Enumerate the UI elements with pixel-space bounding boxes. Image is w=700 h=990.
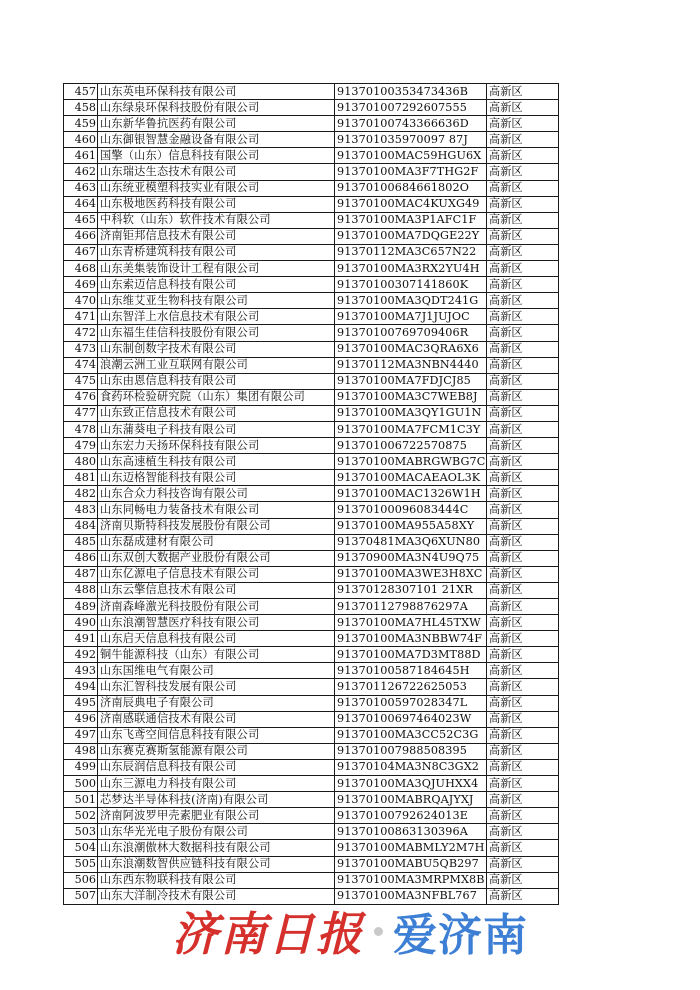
district-cell: 高新区 [487, 582, 559, 598]
district-cell: 高新区 [487, 180, 559, 196]
row-number-cell: 462 [64, 164, 98, 180]
table-row [64, 792, 559, 808]
company-name-cell: 铜牛能源科技（山东）有限公司 [98, 647, 335, 663]
table-row [64, 776, 559, 792]
row-number-cell: 501 [64, 792, 98, 808]
credit-code-cell: 91370100MA3NBBW74F [335, 631, 487, 647]
table-row [64, 244, 559, 260]
credit-code-cell: 91370100MA7FDJCJ85 [335, 373, 487, 389]
district-cell: 高新区 [487, 872, 559, 888]
district-cell: 高新区 [487, 244, 559, 260]
table-row [64, 582, 559, 598]
company-table [63, 83, 559, 905]
company-name-cell: 山东亿源电子信息技术有限公司 [98, 566, 335, 582]
company-name-cell: 山东索迈信息科技有限公司 [98, 277, 335, 293]
credit-code-cell: 91370112MA3C657N22 [335, 244, 487, 260]
table-row [64, 631, 559, 647]
credit-code-cell: 91370100863130396A [335, 824, 487, 840]
table-row [64, 116, 559, 132]
credit-code-cell: 91370100MAC4KUXG49 [335, 196, 487, 212]
row-number-cell: 466 [64, 228, 98, 244]
table-row [64, 132, 559, 148]
company-name-cell: 芯梦达半导体科技(济南)有限公司 [98, 792, 335, 808]
row-number-cell: 489 [64, 599, 98, 615]
row-number-cell: 475 [64, 373, 98, 389]
table-row [64, 212, 559, 228]
credit-code-cell: 91370100MA3C7WEB8J [335, 389, 487, 405]
company-name-cell: 济南贝斯特科技发展股份有限公司 [98, 518, 335, 534]
company-name-cell: 山东青桥建筑科技有限公司 [98, 244, 335, 260]
district-cell: 高新区 [487, 888, 559, 904]
table-row [64, 647, 559, 663]
credit-code-cell: 91370100MA7D3MT88D [335, 647, 487, 663]
row-number-cell: 500 [64, 776, 98, 792]
table-row [64, 534, 559, 550]
table-row [64, 293, 559, 309]
row-number-cell: 460 [64, 132, 98, 148]
row-number-cell: 483 [64, 502, 98, 518]
company-name-cell: 山东宏力天扬环保科技有限公司 [98, 438, 335, 454]
table-row [64, 711, 559, 727]
company-name-cell: 中科软（山东）软件技术有限公司 [98, 212, 335, 228]
row-number-cell: 480 [64, 454, 98, 470]
table-row [64, 341, 559, 357]
company-name-cell: 济南辰典电子有限公司 [98, 695, 335, 711]
company-name-cell: 山东英电环保科技有限公司 [98, 84, 335, 100]
district-cell: 高新区 [487, 631, 559, 647]
row-number-cell: 478 [64, 421, 98, 437]
table-row [64, 405, 559, 421]
table-row [64, 148, 559, 164]
company-name-cell: 山东辰润信息科技有限公司 [98, 759, 335, 775]
company-name-cell: 山东云擎信息技术有限公司 [98, 582, 335, 598]
credit-code-cell: 913701126722625053 [335, 679, 487, 695]
company-name-cell: 山东新华鲁抗医药有限公司 [98, 116, 335, 132]
district-cell: 高新区 [487, 566, 559, 582]
table-row [64, 277, 559, 293]
company-name-cell: 山东智洋上水信息技术有限公司 [98, 309, 335, 325]
credit-code-cell: 91370100792624013E [335, 808, 487, 824]
credit-code-cell: 91370100MAC3QRA6X6 [335, 341, 487, 357]
company-name-cell: 山东蒲葵电子科技有限公司 [98, 421, 335, 437]
district-cell: 高新区 [487, 325, 559, 341]
credit-code-cell: 91370100096083444C [335, 502, 487, 518]
district-cell: 高新区 [487, 711, 559, 727]
row-number-cell: 457 [64, 84, 98, 100]
district-cell: 高新区 [487, 293, 559, 309]
company-name-cell: 山东同畅电力装备技术有限公司 [98, 502, 335, 518]
table-row [64, 663, 559, 679]
row-number-cell: 468 [64, 261, 98, 277]
company-name-cell: 山东浪潮傲林大数据科技有限公司 [98, 840, 335, 856]
district-cell: 高新区 [487, 84, 559, 100]
table-row [64, 727, 559, 743]
table-row [64, 438, 559, 454]
district-cell: 高新区 [487, 534, 559, 550]
company-name-cell: 山东绿泉环保科技股份有限公司 [98, 100, 335, 116]
table-row [64, 373, 559, 389]
district-cell: 高新区 [487, 277, 559, 293]
row-number-cell: 498 [64, 743, 98, 759]
company-name-cell: 山东高速植生科技有限公司 [98, 454, 335, 470]
row-number-cell: 477 [64, 405, 98, 421]
table-row [64, 454, 559, 470]
table-row [64, 566, 559, 582]
district-cell: 高新区 [487, 663, 559, 679]
district-cell: 高新区 [487, 341, 559, 357]
district-cell: 高新区 [487, 759, 559, 775]
company-name-cell: 山东统亚模塑科技实业有限公司 [98, 180, 335, 196]
credit-code-cell: 91370104MA3N8C3GX2 [335, 759, 487, 775]
credit-code-cell: 91370100MACAEAOL3K [335, 470, 487, 486]
company-name-cell: 山东迈格智能科技有限公司 [98, 470, 335, 486]
table-row [64, 164, 559, 180]
company-name-cell: 山东大洋制冷技术有限公司 [98, 888, 335, 904]
district-cell: 高新区 [487, 808, 559, 824]
table-row [64, 196, 559, 212]
district-cell: 高新区 [487, 309, 559, 325]
row-number-cell: 481 [64, 470, 98, 486]
row-number-cell: 493 [64, 663, 98, 679]
company-name-cell: 山东福生佳信科技股份有限公司 [98, 325, 335, 341]
row-number-cell: 472 [64, 325, 98, 341]
district-cell: 高新区 [487, 615, 559, 631]
credit-code-cell: 91370100MAC59HGU6X [335, 148, 487, 164]
district-cell: 高新区 [487, 389, 559, 405]
row-number-cell: 497 [64, 727, 98, 743]
credit-code-cell: 91370100MA955A58XY [335, 518, 487, 534]
district-cell: 高新区 [487, 599, 559, 615]
credit-code-cell: 91370112MA3NBN4440 [335, 357, 487, 373]
district-cell: 高新区 [487, 405, 559, 421]
table-row [64, 421, 559, 437]
district-cell: 高新区 [487, 502, 559, 518]
credit-code-cell: 913701006722570875 [335, 438, 487, 454]
credit-code-cell: 91370100MA3QDT241G [335, 293, 487, 309]
district-cell: 高新区 [487, 824, 559, 840]
row-number-cell: 484 [64, 518, 98, 534]
table-row [64, 389, 559, 405]
company-name-cell: 山东三源电力科技有限公司 [98, 776, 335, 792]
credit-code-cell: 91370100MA3QJUHXX4 [335, 776, 487, 792]
credit-code-cell: 91370100684661802O [335, 180, 487, 196]
company-name-cell: 山东赛克赛斯氢能源有限公司 [98, 743, 335, 759]
table-row [64, 840, 559, 856]
row-number-cell: 479 [64, 438, 98, 454]
watermark-newspaper-logo: 济南日报 [172, 907, 364, 961]
company-name-cell: 浪潮云洲工业互联网有限公司 [98, 357, 335, 373]
company-name-cell: 济南钜邦信息技术有限公司 [98, 228, 335, 244]
row-number-cell: 485 [64, 534, 98, 550]
district-cell: 高新区 [487, 373, 559, 389]
row-number-cell: 482 [64, 486, 98, 502]
company-table-body [64, 84, 559, 905]
district-cell: 高新区 [487, 212, 559, 228]
table-row [64, 100, 559, 116]
row-number-cell: 502 [64, 808, 98, 824]
district-cell: 高新区 [487, 727, 559, 743]
credit-code-cell: 91370100MAC1326W1H [335, 486, 487, 502]
table-row [64, 309, 559, 325]
credit-code-cell: 91370100MA3MRPMX8B [335, 872, 487, 888]
row-number-cell: 495 [64, 695, 98, 711]
company-name-cell: 山东合众力科技咨询有限公司 [98, 486, 335, 502]
credit-code-cell: 91370481MA3Q6XUN80 [335, 534, 487, 550]
table-row [64, 228, 559, 244]
table-row [64, 325, 559, 341]
credit-code-cell: 91370100353473436B [335, 84, 487, 100]
company-name-cell: 济南感联通信技术有限公司 [98, 711, 335, 727]
company-name-cell: 山东致正信息技术有限公司 [98, 405, 335, 421]
district-cell: 高新区 [487, 486, 559, 502]
table-row [64, 743, 559, 759]
row-number-cell: 461 [64, 148, 98, 164]
row-number-cell: 490 [64, 615, 98, 631]
district-cell: 高新区 [487, 743, 559, 759]
district-cell: 高新区 [487, 100, 559, 116]
credit-code-cell: 91370900MA3N4U9Q75 [335, 550, 487, 566]
table-row [64, 486, 559, 502]
district-cell: 高新区 [487, 518, 559, 534]
table-row [64, 180, 559, 196]
credit-code-cell: 91370100MA7J1JUJOC [335, 309, 487, 325]
company-name-cell: 山东维艾亚生物科技有限公司 [98, 293, 335, 309]
district-cell: 高新区 [487, 164, 559, 180]
row-number-cell: 459 [64, 116, 98, 132]
row-number-cell: 496 [64, 711, 98, 727]
row-number-cell: 494 [64, 679, 98, 695]
company-name-cell: 济南森峰激光科技股份有限公司 [98, 599, 335, 615]
credit-code-cell: 91370100MA3RX2YU4H [335, 261, 487, 277]
company-name-cell: 山东国维电气有限公司 [98, 663, 335, 679]
company-name-cell: 山东浪潮智慧医疗科技有限公司 [98, 615, 335, 631]
company-name-cell: 山东双创大数据产业股份有限公司 [98, 550, 335, 566]
row-number-cell: 463 [64, 180, 98, 196]
company-name-cell: 山东华光光电子股份有限公司 [98, 824, 335, 840]
credit-code-cell: 913701007988508395 [335, 743, 487, 759]
row-number-cell: 473 [64, 341, 98, 357]
credit-code-cell: 91370100697464023W [335, 711, 487, 727]
district-cell: 高新区 [487, 132, 559, 148]
credit-code-cell: 91370100MA3NFBL767 [335, 888, 487, 904]
table-row [64, 550, 559, 566]
row-number-cell: 469 [64, 277, 98, 293]
credit-code-cell: 91370128307101 21XR [335, 582, 487, 598]
credit-code-cell: 91370100769709406R [335, 325, 487, 341]
district-cell: 高新区 [487, 196, 559, 212]
credit-code-cell: 91370100MABMLY2M7H [335, 840, 487, 856]
company-name-cell: 山东瑞达生态技术有限公司 [98, 164, 335, 180]
company-name-cell: 山东浪潮数智供应链科技有限公司 [98, 856, 335, 872]
credit-code-cell: 91370100MA3P1AFC1F [335, 212, 487, 228]
company-name-cell: 山东汇智科技发展有限公司 [98, 679, 335, 695]
row-number-cell: 506 [64, 872, 98, 888]
district-cell: 高新区 [487, 357, 559, 373]
credit-code-cell: 91370100307141860K [335, 277, 487, 293]
watermark [0, 896, 700, 966]
credit-code-cell: 913701007292607555 [335, 100, 487, 116]
district-cell: 高新区 [487, 695, 559, 711]
company-name-cell: 山东美集装饰设计工程有限公司 [98, 261, 335, 277]
credit-code-cell: 91370100743366636D [335, 116, 487, 132]
table-row [64, 84, 559, 100]
district-cell: 高新区 [487, 647, 559, 663]
row-number-cell: 467 [64, 244, 98, 260]
table-row [64, 357, 559, 373]
table-row [64, 808, 559, 824]
district-cell: 高新区 [487, 840, 559, 856]
credit-code-cell: 91370100597028347L [335, 695, 487, 711]
table-row [64, 599, 559, 615]
company-name-cell: 山东启天信息科技有限公司 [98, 631, 335, 647]
credit-code-cell: 91370100MA7HL45TXW [335, 615, 487, 631]
row-number-cell: 458 [64, 100, 98, 116]
table-row [64, 502, 559, 518]
district-cell: 高新区 [487, 470, 559, 486]
table-row [64, 695, 559, 711]
watermark-app-logo: 爱济南 [393, 910, 528, 961]
credit-code-cell: 91370100MA3WE3H8XC [335, 566, 487, 582]
company-name-cell: 济南阿波罗甲壳素肥业有限公司 [98, 808, 335, 824]
row-number-cell: 465 [64, 212, 98, 228]
credit-code-cell: 91370100MABRGWBG7C [335, 454, 487, 470]
company-name-cell: 山东飞鸢空间信息科技有限公司 [98, 727, 335, 743]
table-row [64, 824, 559, 840]
credit-code-cell: 91370100MA7FCM1C3Y [335, 421, 487, 437]
credit-code-cell: 91370100MA3CC52C3G [335, 727, 487, 743]
district-cell: 高新区 [487, 421, 559, 437]
company-name-cell: 山东制创数字技术有限公司 [98, 341, 335, 357]
district-cell: 高新区 [487, 228, 559, 244]
district-cell: 高新区 [487, 261, 559, 277]
table-row [64, 470, 559, 486]
district-cell: 高新区 [487, 148, 559, 164]
row-number-cell: 499 [64, 759, 98, 775]
district-cell: 高新区 [487, 116, 559, 132]
company-list-sheet [63, 83, 556, 905]
row-number-cell: 505 [64, 856, 98, 872]
row-number-cell: 476 [64, 389, 98, 405]
credit-code-cell: 91370100MA7DQGE22Y [335, 228, 487, 244]
credit-code-cell: 91370112798876297A [335, 599, 487, 615]
row-number-cell: 491 [64, 631, 98, 647]
district-cell: 高新区 [487, 454, 559, 470]
row-number-cell: 504 [64, 840, 98, 856]
district-cell: 高新区 [487, 679, 559, 695]
table-row [64, 759, 559, 775]
row-number-cell: 492 [64, 647, 98, 663]
company-name-cell: 山东磊成建材有限公司 [98, 534, 335, 550]
credit-code-cell: 91370100MA3F7THG2F [335, 164, 487, 180]
credit-code-cell: 91370100MABRQAJYXJ [335, 792, 487, 808]
district-cell: 高新区 [487, 438, 559, 454]
credit-code-cell: 91370100587184645H [335, 663, 487, 679]
district-cell: 高新区 [487, 856, 559, 872]
row-number-cell: 486 [64, 550, 98, 566]
table-row [64, 679, 559, 695]
row-number-cell: 464 [64, 196, 98, 212]
row-number-cell: 507 [64, 888, 98, 904]
company-name-cell: 山东极地医药科技有限公司 [98, 196, 335, 212]
row-number-cell: 487 [64, 566, 98, 582]
district-cell: 高新区 [487, 550, 559, 566]
table-row [64, 856, 559, 872]
table-row [64, 872, 559, 888]
table-row [64, 615, 559, 631]
credit-code-cell: 91370100MABU5QB297 [335, 856, 487, 872]
row-number-cell: 503 [64, 824, 98, 840]
row-number-cell: 488 [64, 582, 98, 598]
company-name-cell: 山东西东物联科技有限公司 [98, 872, 335, 888]
district-cell: 高新区 [487, 792, 559, 808]
district-cell: 高新区 [487, 776, 559, 792]
company-name-cell: 食药环检验研究院（山东）集团有限公司 [98, 389, 335, 405]
table-row [64, 518, 559, 534]
company-name-cell: 山东御银智慧金融设备有限公司 [98, 132, 335, 148]
company-name-cell: 山东由恩信息科技有限公司 [98, 373, 335, 389]
row-number-cell: 470 [64, 293, 98, 309]
company-name-cell: 国擎（山东）信息科技有限公司 [98, 148, 335, 164]
row-number-cell: 471 [64, 309, 98, 325]
row-number-cell: 474 [64, 357, 98, 373]
credit-code-cell: 913701035970097 87J [335, 132, 487, 148]
credit-code-cell: 91370100MA3QY1GU1N [335, 405, 487, 421]
table-row [64, 261, 559, 277]
watermark-dot [374, 927, 383, 936]
